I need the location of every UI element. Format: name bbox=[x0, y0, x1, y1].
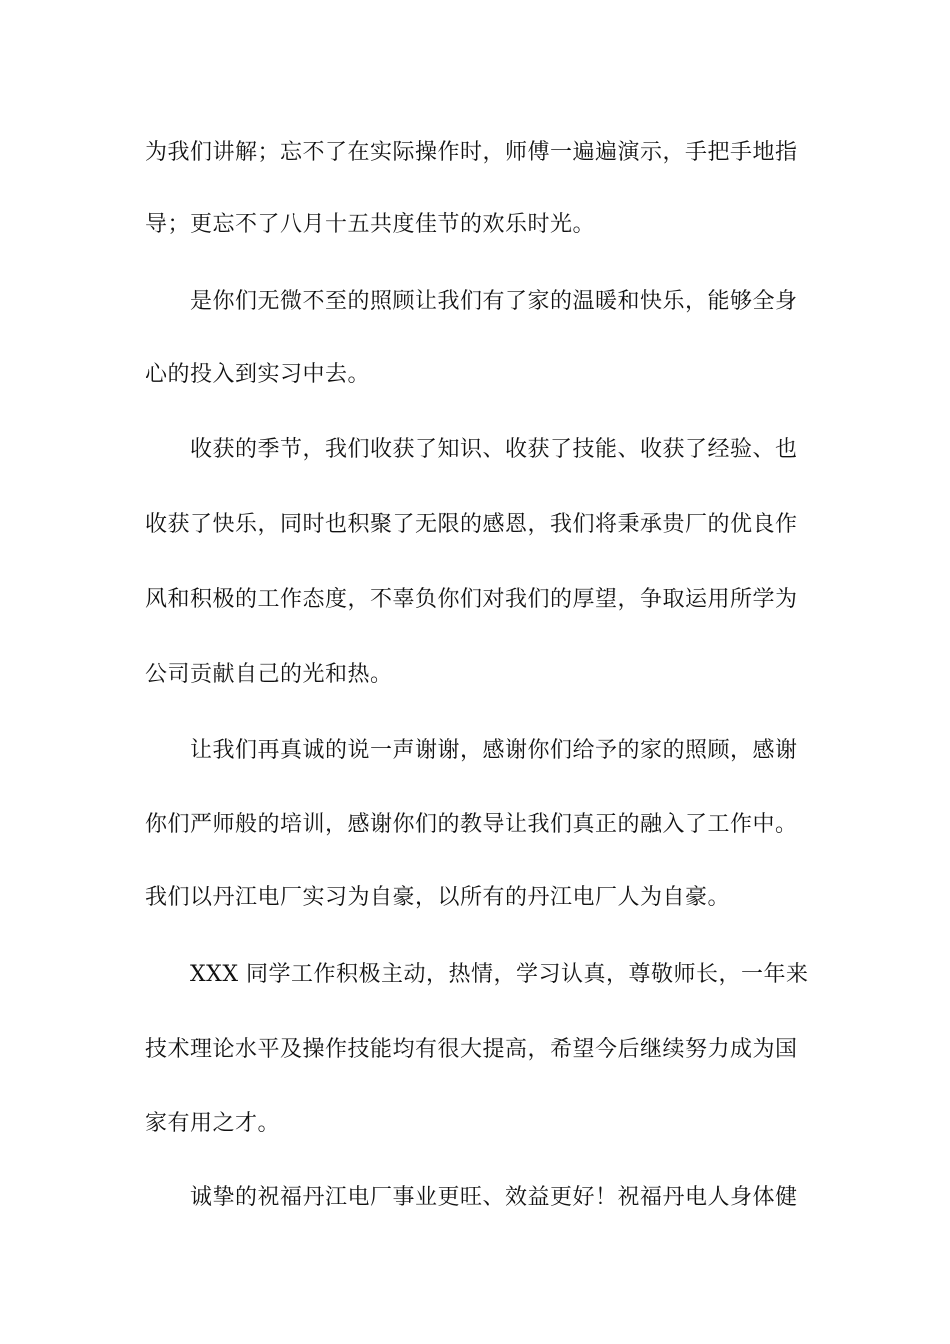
text-line: 诚挚的祝福丹江电厂事业更旺、效益更好！祝福丹电人身体健 bbox=[190, 1185, 798, 1210]
text-line: 公司贡献自己的光和热。 bbox=[145, 662, 393, 687]
text-line: 收获的季节，我们收获了知识、收获了技能、收获了经验、也 bbox=[190, 437, 798, 462]
text-line: 为我们讲解；忘不了在实际操作时，师傅一遍遍演示，手把手地指 bbox=[145, 140, 798, 165]
text-line: 是你们无微不至的照顾让我们有了家的温暖和快乐，能够全身 bbox=[190, 289, 798, 314]
text-line: 收获了快乐，同时也积聚了无限的感恩，我们将秉承贵厂的优良作 bbox=[145, 512, 798, 537]
text-line: 导；更忘不了八月十五共度佳节的欢乐时光。 bbox=[145, 212, 596, 237]
text-line: 让我们再真诚的说一声谢谢，感谢你们给予的家的照顾，感谢 bbox=[190, 738, 798, 763]
text-line: 我们以丹江电厂实习为自豪，以所有的丹江电厂人为自豪。 bbox=[145, 885, 731, 910]
text-line: XXX 同学工作积极主动，热情，学习认真，尊敬师长，一年来 bbox=[190, 962, 809, 987]
text-line: 心的投入到实习中去。 bbox=[145, 362, 371, 387]
text-line: 风和积极的工作态度，不辜负你们对我们的厚望，争取运用所学为 bbox=[145, 587, 798, 612]
text-line: 技术理论水平及操作技能均有很大提高，希望今后继续努力成为国 bbox=[145, 1037, 798, 1062]
text-line: 你们严师般的培训，感谢你们的教导让我们真正的融入了工作中。 bbox=[145, 812, 798, 837]
text-line: 家有用之才。 bbox=[145, 1111, 281, 1136]
